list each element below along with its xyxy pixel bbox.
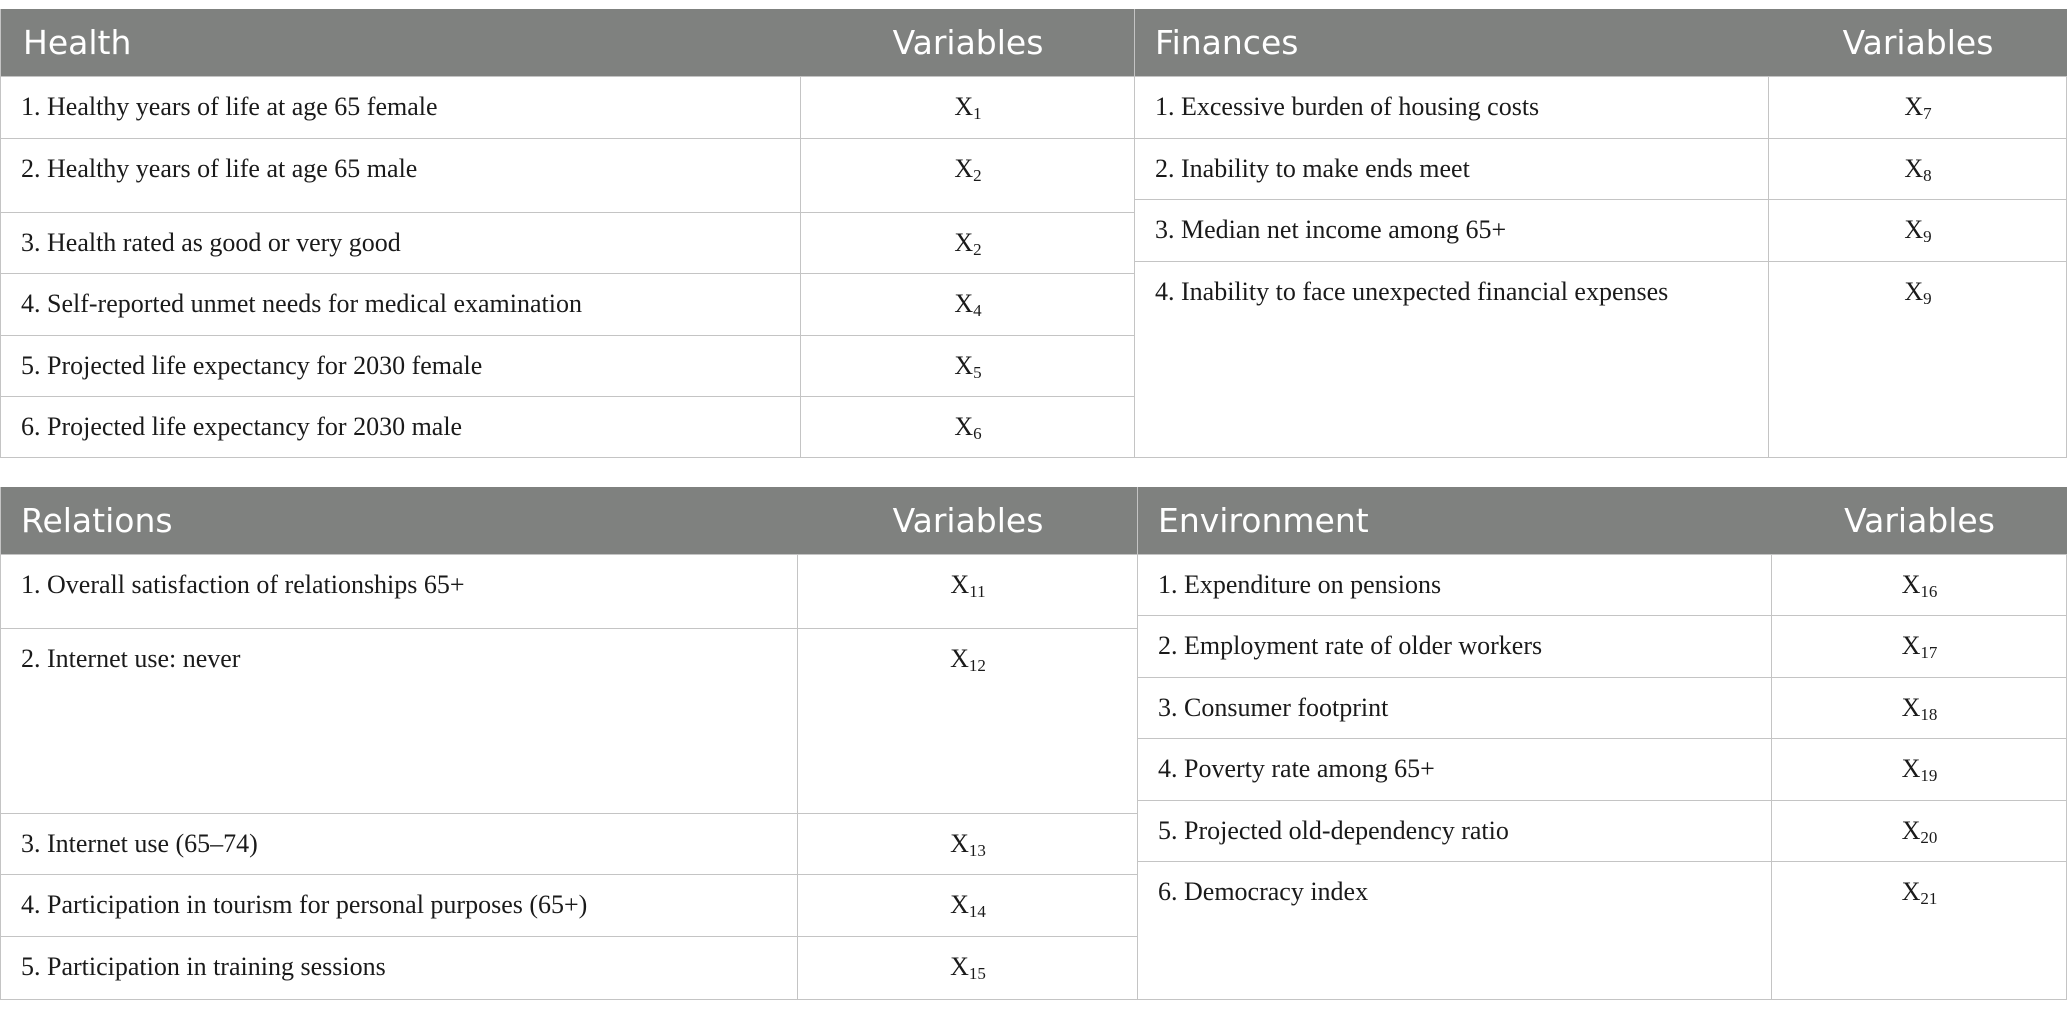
row-label: 1. Healthy years of life at age 65 female [21, 92, 438, 121]
table-row [1, 76, 1134, 138]
row-variable: $X_{14}$ [950, 890, 986, 921]
row-variable: $X_1$ [954, 92, 982, 123]
row-label: 5. Participation in training sessions [21, 952, 386, 981]
table-header [1135, 9, 2067, 76]
row-variable: $X_{11}$ [950, 570, 986, 601]
table-row [1135, 199, 2066, 261]
row-label: 2. Internet use: never [21, 644, 241, 673]
table-row [1, 396, 1134, 457]
table-row [1, 936, 1137, 999]
row-label: 6. Projected life expectancy for 2030 male [21, 412, 463, 441]
table-header [1138, 487, 2067, 554]
table-title: Environment [1158, 501, 1369, 540]
table-row [1, 628, 1137, 813]
row-variable: $X_2$ [954, 228, 982, 259]
row-variable: $X_5$ [954, 351, 982, 382]
row-variable: $X_{21}$ [1901, 877, 1938, 908]
column-divider [1771, 554, 1772, 999]
column-divider [1768, 76, 1769, 457]
row-variable: $X_{19}$ [1901, 754, 1938, 785]
table-title: Health [23, 23, 132, 62]
row-variable: $X_9$ [1904, 277, 1932, 308]
row-label: 4. Poverty rate among 65+ [1158, 754, 1435, 783]
row-label: 3. Consumer footprint [1158, 693, 1389, 722]
row-variable: $X_8$ [1904, 154, 1932, 185]
table-row [1, 138, 1134, 212]
variables-header: Variables [892, 501, 1044, 540]
row-label: 3. Health rated as good or very good [21, 228, 401, 257]
variables-header: Variables [1844, 501, 1995, 540]
table-row [1135, 76, 2066, 138]
row-variable: $X_{20}$ [1901, 816, 1938, 847]
row-variable: $X_7$ [1904, 92, 1932, 123]
variables-header: Variables [1842, 23, 1994, 62]
table-row [1, 273, 1134, 335]
row-variable: $X_9$ [1904, 215, 1932, 246]
row-variable: $X_{16}$ [1901, 570, 1938, 601]
row-label: 1. Overall satisfaction of relationships 65+ [21, 570, 465, 599]
table-row [1138, 861, 2066, 999]
table-header [1, 9, 1136, 76]
row-label: 1. Expenditure on pensions [1158, 570, 1442, 599]
row-label: 4. Participation in tourism for personal purposes (65+) [21, 890, 588, 919]
row-label: 6. Democracy index [1158, 877, 1369, 906]
table-title: Relations [21, 501, 173, 540]
column-divider [797, 554, 798, 999]
row-variable: $X_{18}$ [1901, 693, 1938, 724]
table-row [1135, 261, 2066, 457]
table-row [1, 554, 1137, 628]
row-label: 2. Employment rate of older workers [1158, 631, 1543, 660]
row-label: 5. Projected life expectancy for 2030 female [21, 351, 483, 380]
variables-header: Variables [892, 23, 1044, 62]
table-row [1138, 800, 2066, 861]
row-label: 2. Inability to make ends meet [1155, 154, 1470, 183]
row-variable: $X_{15}$ [950, 952, 986, 983]
table-row [1, 212, 1134, 273]
table-row [1, 813, 1137, 874]
row-label: 4. Self-reported unmet needs for medical examination [21, 289, 582, 318]
row-label: 3. Median net income among 65+ [1155, 215, 1507, 244]
row-label: 1. Excessive burden of housing costs [1155, 92, 1540, 121]
health-table [0, 9, 1135, 458]
table-row [1, 335, 1134, 396]
row-variable: $X_6$ [954, 412, 982, 443]
table-row [1135, 138, 2066, 199]
table-row [1, 874, 1137, 936]
table-header [1, 487, 1139, 554]
finances-table [1134, 9, 2067, 458]
table-row [1138, 738, 2066, 800]
table-row [1138, 615, 2066, 677]
table-row [1138, 677, 2066, 738]
column-divider [800, 76, 801, 457]
row-variable: $X_{12}$ [950, 644, 986, 675]
row-label: 5. Projected old-dependency ratio [1158, 816, 1509, 845]
row-variable: $X_2$ [954, 154, 982, 185]
row-variable: $X_{13}$ [950, 829, 986, 860]
row-label: 4. Inability to face unexpected financial expenses [1155, 277, 1669, 306]
environment-table [1137, 487, 2067, 1000]
row-variable: $X_{17}$ [1901, 631, 1938, 662]
row-label: 2. Healthy years of life at age 65 male [21, 154, 418, 183]
table-title: Finances [1155, 23, 1299, 62]
row-label: 3. Internet use (65–74) [21, 829, 258, 858]
row-variable: $X_4$ [954, 289, 982, 320]
table-row [1138, 554, 2066, 615]
relations-table [0, 487, 1138, 1000]
